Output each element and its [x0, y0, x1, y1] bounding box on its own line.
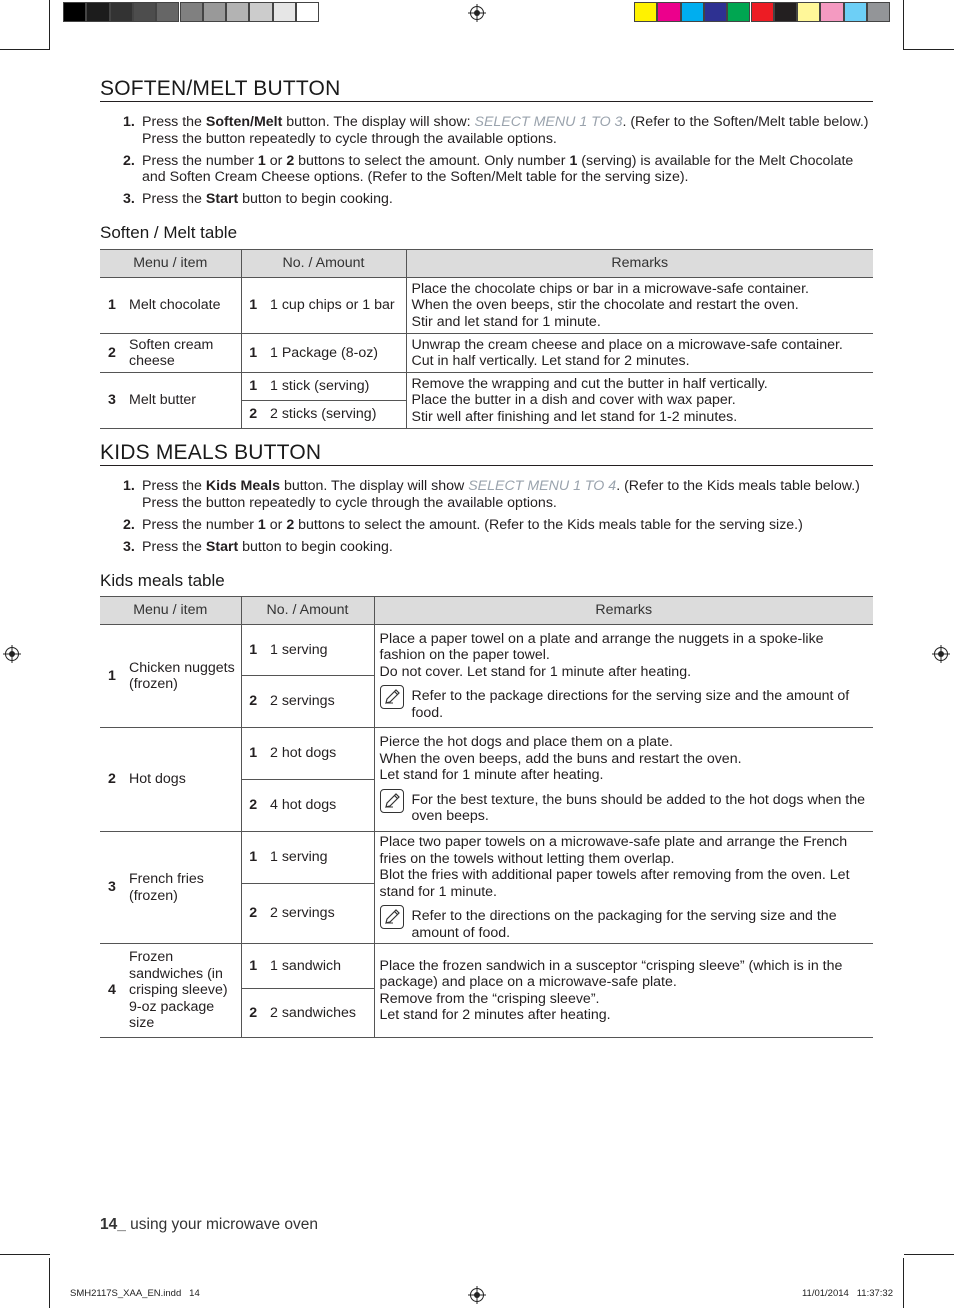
crop-mark	[0, 1254, 50, 1255]
section-name: using your microwave oven	[125, 1216, 318, 1233]
color-swatch	[797, 2, 820, 22]
gray-swatch	[110, 2, 133, 22]
amount: 1 Package (8-oz)	[265, 334, 406, 373]
gray-swatch	[249, 2, 272, 22]
registration-mark-icon	[468, 4, 486, 22]
menu-item: Soften cream cheese	[124, 334, 241, 373]
note-pencil-icon	[380, 789, 404, 813]
page-footer	[100, 1216, 318, 1234]
gray-swatch	[180, 2, 203, 22]
remarks: Remove the wrapping and cut the butter in half vertically. Place the butter in a dish and cover with wax paper. Stir well after finishing and let stand for 1-2 minutes.	[406, 373, 873, 429]
registration-mark-icon	[468, 1286, 486, 1304]
step-item: 3. Press the Start button to begin cooking.	[123, 538, 393, 555]
remarks-text: Place a paper towel on a plate and arrange the nuggets in a spoke-like fashion on the paper towel. Do not cover. Let stand for 1 minute after heating.	[379, 630, 824, 680]
amount: 1 cup chips or 1 bar	[265, 278, 406, 334]
color-swatch	[867, 2, 890, 22]
amount: 2 hot dogs	[265, 728, 374, 780]
file-slug: SMH2117S_XAA_EN.indd 14	[70, 1288, 200, 1299]
remarks-text: Pierce the hot dogs and place them on a plate. When the oven beeps, add the buns and restart the oven. Let stand for 1 minute after heating.	[379, 734, 742, 784]
registration-mark-icon	[932, 645, 950, 663]
section-heading-soften-melt: SOFTEN/MELT BUTTON	[100, 77, 341, 100]
gray-swatch	[63, 2, 86, 22]
crop-mark	[0, 49, 50, 50]
amount-number: 2	[241, 884, 265, 944]
note-text: Refer to the directions on the packaging for the serving size and the amount of food.	[411, 908, 837, 941]
kids-table-title: Kids meals table	[100, 571, 225, 590]
amount: 1 stick (serving)	[265, 373, 406, 401]
amount: 2 servings	[265, 676, 374, 728]
menu-item: Melt chocolate	[124, 278, 241, 334]
gray-swatch	[226, 2, 249, 22]
column-header: No. / Amount	[241, 597, 374, 625]
menu-item: Melt butter	[124, 373, 241, 429]
crop-mark	[904, 1254, 954, 1255]
amount: 2 sticks (serving)	[265, 401, 406, 429]
step-number: 3.	[123, 538, 135, 555]
soften-table-title: Soften / Melt table	[100, 223, 238, 242]
amount-number: 1	[241, 944, 265, 989]
note	[380, 908, 869, 941]
remarks	[374, 625, 873, 728]
amount: 1 sandwich	[265, 944, 374, 989]
note	[380, 792, 869, 825]
column-header: No. / Amount	[241, 250, 406, 278]
step-item: 2. Press the number 1 or 2 buttons to select the amount. Only number 1 (serving) is available for the Melt Chocolate and Soften Cream Cheese options. (Refer to the Soften/Melt table for the serving size).	[123, 152, 854, 185]
row-number: 1	[100, 278, 124, 334]
remarks	[374, 832, 873, 944]
section-heading-kids-meals: KIDS MEALS BUTTON	[100, 441, 322, 464]
step-item: 1. Press the Kids Meals button. The display will show SELECT MENU 1 TO 4. (Refer to the Kids meals table below.) Press the button repeatedly to cycle through the available options.	[123, 478, 860, 511]
step-number: 2.	[123, 516, 135, 533]
column-header: Remarks	[406, 250, 873, 278]
color-swatch	[657, 2, 680, 22]
amount-number: 2	[241, 676, 265, 728]
amount: 2 sandwiches	[265, 989, 374, 1038]
step-item: 1. Press the Soften/Melt button. The display will show: SELECT MENU 1 TO 3. (Refer to the Soften/Melt table below.) Press the button repeatedly to cycle through the available options.	[123, 114, 869, 147]
remarks: Place the frozen sandwich in a susceptor “crisping sleeve” (which is in the package) and place on a microwave-safe plate. Remove from the “crisping sleeve”. Let stand for 2 minutes after heating.	[374, 944, 873, 1038]
row-number: 3	[100, 832, 124, 944]
column-header: Menu / item	[100, 597, 241, 625]
remarks: Place the chocolate chips or bar in a microwave-safe container. When the oven beeps, stir the chocolate and restart the oven. Stir and let stand for 1 minute.	[406, 278, 873, 334]
remarks-text: Place two paper towels on a microwave-safe plate and arrange the French fries on the towels without letting them overlap. Blot the fries with additional paper towels after removing from the oven. Let stand for 1 minute.	[379, 834, 850, 900]
crop-mark	[49, 1258, 50, 1308]
row-number: 4	[100, 944, 124, 1038]
crop-mark	[903, 0, 904, 50]
amount-number: 1	[241, 625, 265, 676]
note	[380, 688, 869, 721]
amount: 1 serving	[265, 625, 374, 676]
amount-number: 1	[241, 278, 265, 334]
amount-number: 2	[241, 989, 265, 1038]
remarks	[374, 728, 873, 832]
color-swatch	[774, 2, 797, 22]
step-number: 3.	[123, 191, 135, 207]
color-swatch	[681, 2, 704, 22]
menu-item: Hot dogs	[124, 728, 241, 832]
soften-melt-table	[100, 249, 873, 429]
date-slug: 11/01/2014 11:37:32	[801, 1288, 893, 1299]
crop-mark	[903, 1258, 904, 1308]
display-text: SELECT MENU 1 TO 4	[468, 478, 617, 494]
note-pencil-icon	[380, 685, 404, 709]
row-number: 3	[100, 373, 124, 429]
color-swatch	[820, 2, 843, 22]
crop-mark	[49, 0, 50, 50]
amount-number: 1	[241, 832, 265, 884]
remarks: Unwrap the cream cheese and place on a microwave-safe container. Cut in half vertically. Let stand for 2 minutes.	[406, 334, 873, 373]
step-item: 3. Press the Start button to begin cooking.	[123, 191, 393, 207]
crop-mark	[904, 49, 954, 50]
gray-swatch	[133, 2, 156, 22]
amount-number: 1	[241, 334, 265, 373]
amount-number: 1	[241, 728, 265, 780]
note-pencil-icon	[380, 905, 404, 929]
menu-item: French fries (frozen)	[124, 832, 241, 944]
menu-item: Chicken nuggets (frozen)	[124, 625, 241, 728]
display-text: SELECT MENU 1 TO 3	[474, 114, 623, 130]
gray-swatch	[203, 2, 226, 22]
step-item: 2. Press the number 1 or 2 buttons to select the amount. (Refer to the Kids meals table for the serving size.)	[123, 516, 803, 533]
kids-steps	[100, 478, 873, 561]
kids-meals-table	[100, 596, 873, 1038]
amount-number: 2	[241, 401, 265, 429]
soften-steps	[100, 114, 873, 213]
gray-swatch	[273, 2, 296, 22]
amount-number: 2	[241, 780, 265, 832]
color-swatch	[634, 2, 657, 22]
gray-swatch	[296, 2, 319, 22]
row-number: 2	[100, 728, 124, 832]
step-number: 1.	[123, 114, 135, 130]
heading-rule	[100, 465, 873, 466]
amount: 4 hot dogs	[265, 780, 374, 832]
amount: 1 serving	[265, 832, 374, 884]
menu-item: Frozen sandwiches (in crisping sleeve) 9-oz package size	[124, 944, 241, 1038]
note-text: For the best texture, the buns should be added to the hot dogs when the oven beeps.	[411, 791, 866, 825]
color-swatch	[727, 2, 750, 22]
amount: 2 servings	[265, 884, 374, 944]
color-swatch	[844, 2, 867, 22]
gray-swatch	[156, 2, 179, 22]
color-swatch	[704, 2, 727, 22]
note-text: Refer to the package directions for the serving size and the amount of food.	[411, 688, 850, 721]
row-number: 1	[100, 625, 124, 728]
gray-swatch	[86, 2, 109, 22]
page-number: 14_	[100, 1216, 126, 1233]
step-number: 1.	[123, 478, 135, 494]
column-header: Remarks	[374, 597, 873, 625]
heading-rule	[100, 101, 873, 102]
color-swatch	[751, 2, 774, 22]
row-number: 2	[100, 334, 124, 373]
step-number: 2.	[123, 152, 135, 169]
column-header: Menu / item	[100, 250, 241, 278]
registration-mark-icon	[3, 645, 21, 663]
amount-number: 1	[241, 373, 265, 401]
